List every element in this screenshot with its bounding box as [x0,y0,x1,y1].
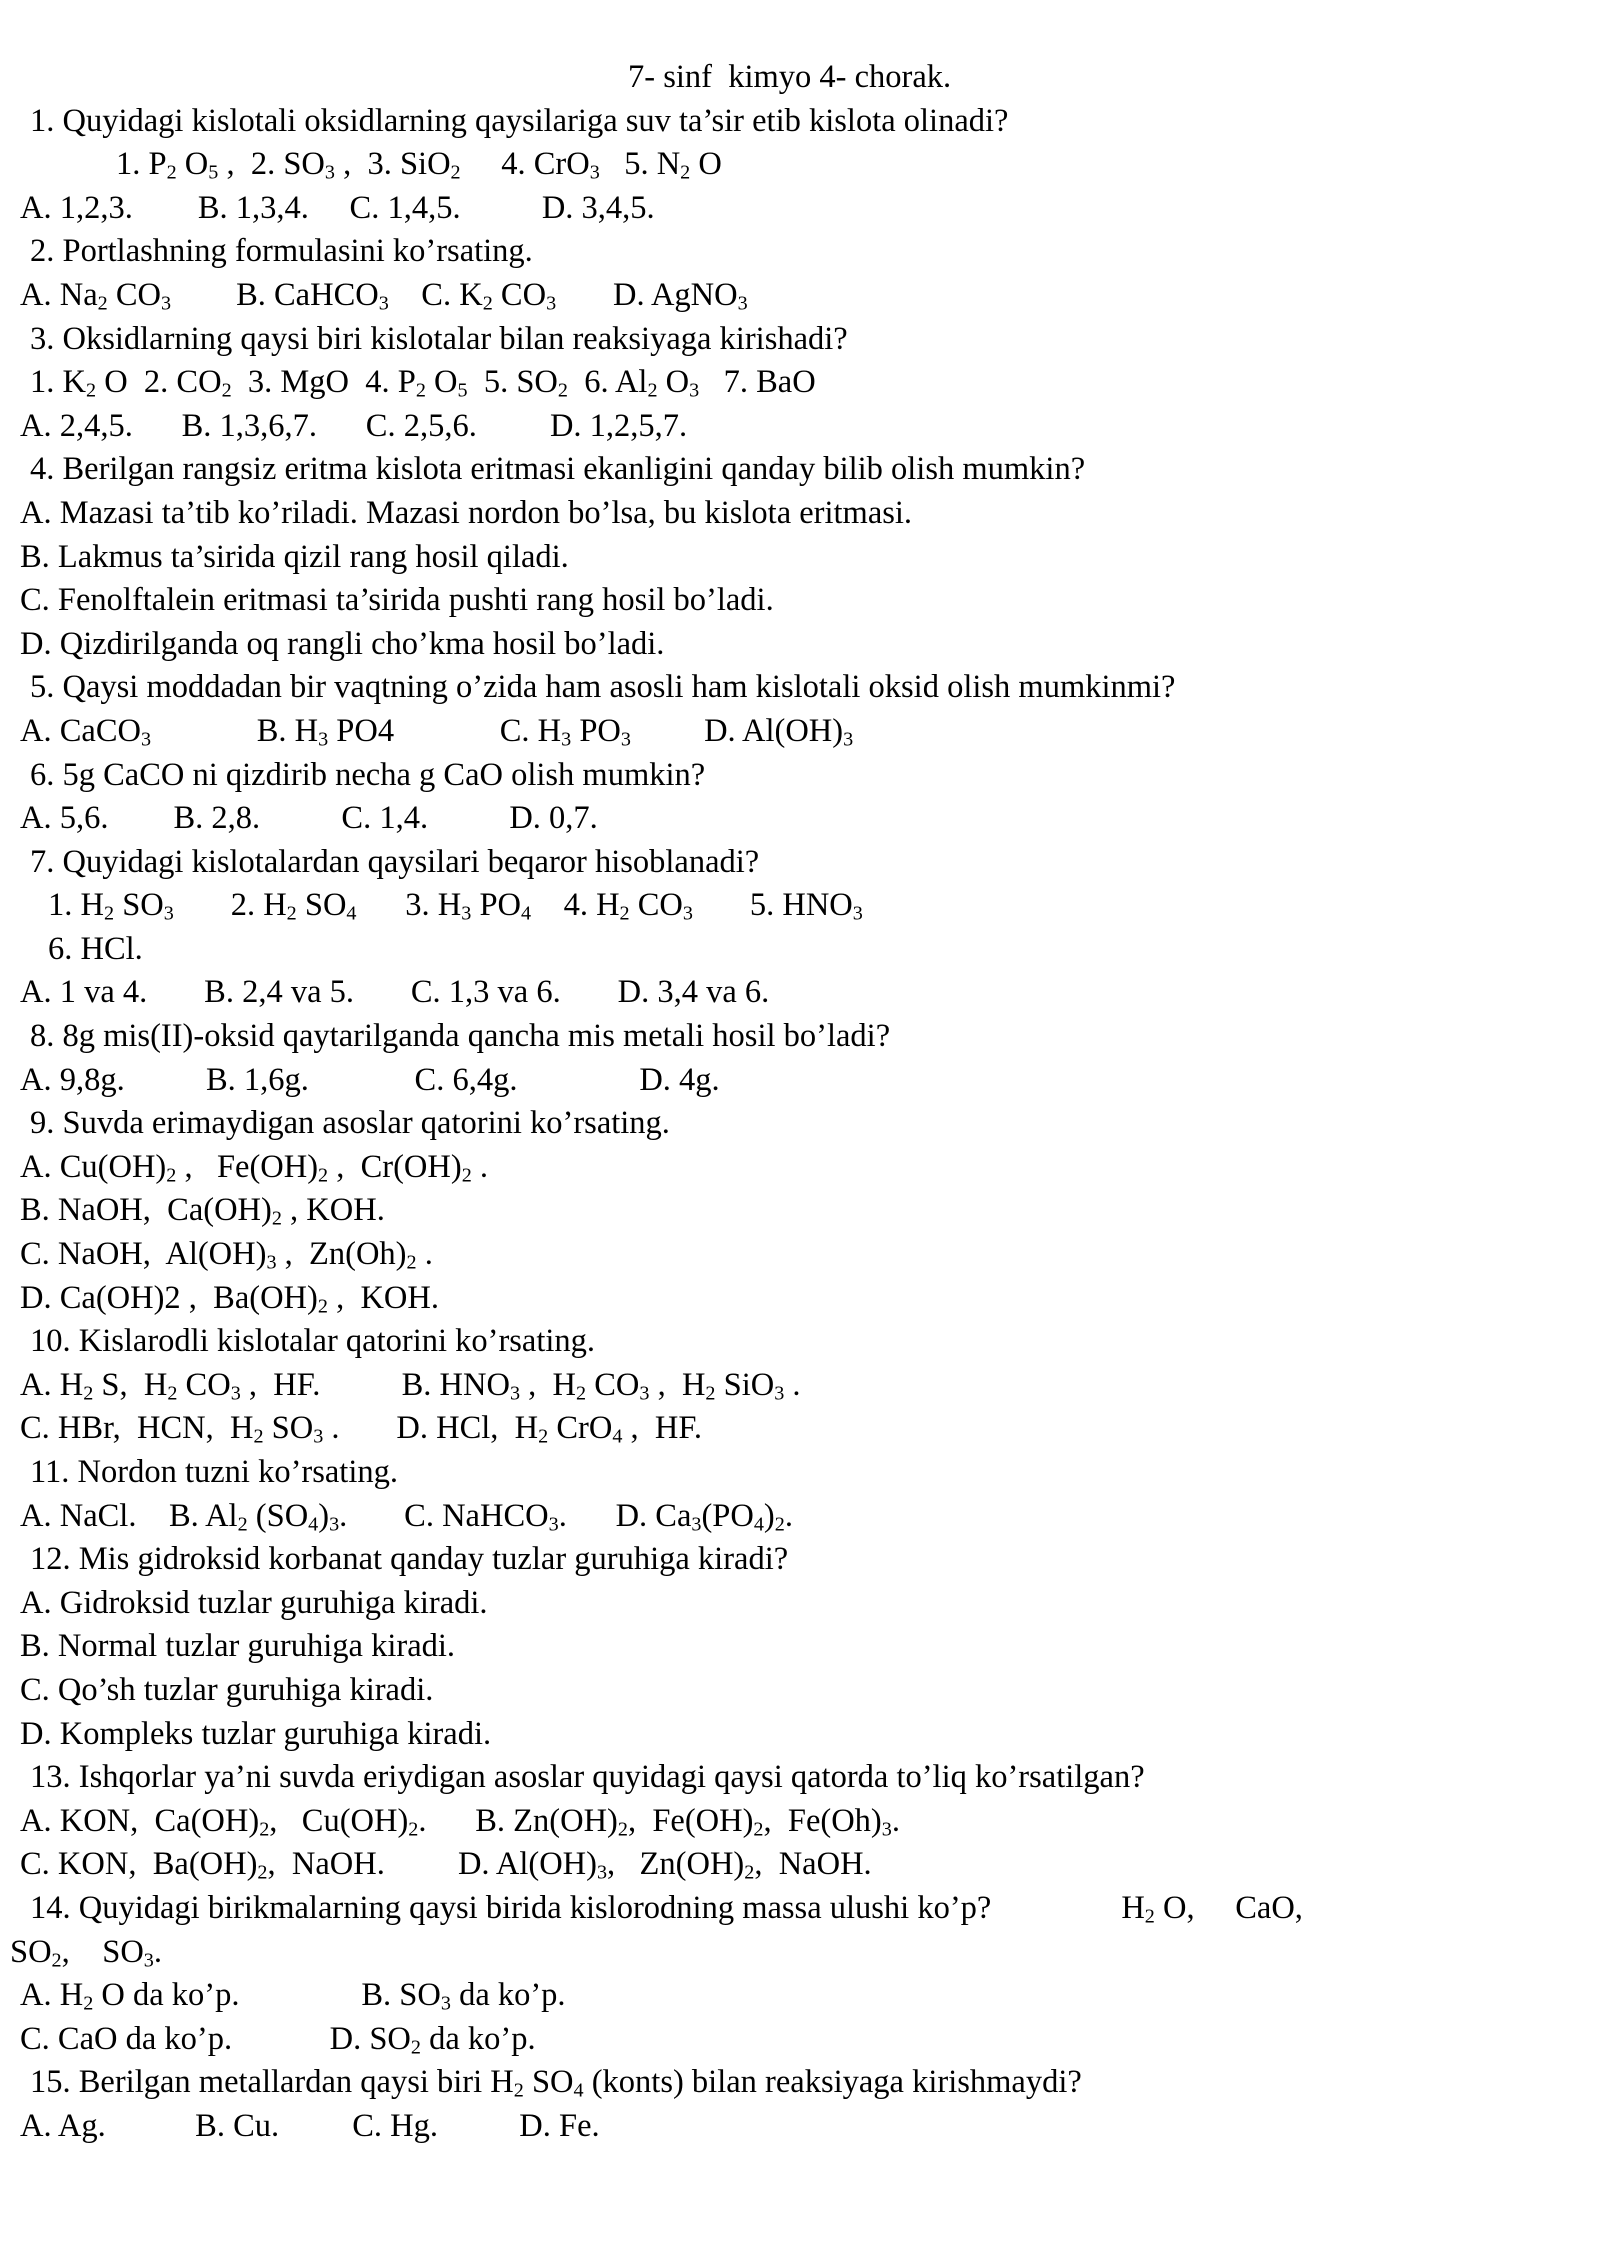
text-segment: C. KON, Ba(OH) [20,1846,258,1883]
text-line [0,187,1600,231]
subscript: 2 [167,1382,178,1405]
text-segment: . [784,1497,793,1534]
subscript: 3 [881,1818,892,1841]
text-segment: O da ko’p. B. SO [93,1977,441,2014]
subscript: 2 [753,1818,764,1841]
text-segment: 5. HNO [692,887,853,924]
text-segment: , Fe(Oh) [763,1802,882,1839]
text-line [0,1277,1600,1321]
text-segment: A. 2,4,5. B. 1,3,6,7. C. 2,5,6. D. 1,2,5,7. [20,407,688,444]
page-title: 7- sinf kimyo 4- chorak. [628,59,952,95]
subscript: 2 [166,161,177,184]
text-line [0,928,1600,972]
text-segment: CrO [548,1410,613,1447]
subscript: 4 [573,2079,584,2102]
subscript: 2 [1144,1905,1155,1928]
text-segment: 8. 8g mis(II)-oksid qaytarilganda qancha mis metali hosil bo’ladi? [30,1018,891,1055]
subscript: 2 [221,379,232,402]
text-segment: 1. H [48,887,104,924]
subscript: 3 [689,379,700,402]
text-segment: A. 1 va 4. B. 2,4 va 5. C. 1,3 va 6. D. 3,4 va 6. [20,974,770,1011]
text-segment: . [153,1933,162,1970]
text-line [0,1538,1600,1582]
subscript: 2 [97,292,108,315]
text-line [0,1713,1600,1757]
text-segment: CO [107,276,161,313]
subscript: 2 [617,1818,628,1841]
subscript: 2 [482,292,493,315]
text-line [0,1887,1600,1931]
subscript: 3 [266,1251,277,1274]
text-line [0,1800,1600,1844]
text-segment: 11. Nordon tuzni ko’rsating. [30,1454,398,1490]
subscript: 2 [450,161,461,184]
text-segment: A. Na [20,276,98,313]
text-line [0,623,1600,667]
subscript: 3 [143,1948,154,1971]
text-segment: O, CaO, [1154,1889,1303,1926]
text-segment: , Zn(OH) [607,1846,745,1883]
text-line [0,1843,1600,1887]
text-segment: A. 9,8g. B. 1,6g. C. 6,4g. D. 4g. [20,1061,720,1098]
text-line [0,230,1600,274]
text-line [0,536,1600,580]
text-segment: 5. N [599,146,681,183]
text-segment: , Fe(OH) [176,1148,319,1185]
text-segment: 10. Kislarodli kislotalar qatorini ko’rsating. [30,1323,596,1360]
text-segment: . C. NaHCO [339,1497,549,1534]
subscript: 3 [318,728,329,751]
text-segment: A. KON, Ca(OH) [20,1802,260,1839]
text-segment: 6. HCl. [48,930,143,967]
subscript: 2 [647,379,658,402]
text-line [0,1146,1600,1190]
subscript: 2 [774,1513,785,1536]
text-segment: SO [114,887,164,924]
text-segment: , HF. [622,1410,702,1447]
text-segment: , HF. B. HNO [240,1366,510,1403]
subscript: 3 [561,728,572,751]
text-segment: 1. K [30,364,86,401]
subscript: 2 [406,1251,417,1274]
document-page [0,56,1600,2149]
text-line [0,1320,1600,1364]
text-segment: . [416,1236,433,1273]
text-segment: CO [177,1366,231,1403]
text-segment: CO [492,276,547,313]
subscript: 5 [457,379,468,402]
text-line [0,1451,1600,1495]
subscript: 3 [324,161,335,184]
text-segment: O [657,364,690,401]
text-segment: . D. HCl, H [323,1410,539,1447]
text-segment: da ko’p. [450,1977,566,2014]
subscript: 4 [346,902,357,925]
text-segment: B. Normal tuzlar guruhiga kiradi. [20,1628,456,1665]
subscript: 5 [208,161,219,184]
subscript: 3 [509,1382,521,1405]
text-segment: C. HBr, HCN, H [20,1410,254,1447]
text-segment: , 3. SiO [334,146,451,183]
subscript: 4 [753,1513,764,1536]
text-segment: SO [296,887,347,924]
text-segment: A. 1,2,3. B. 1,3,4. C. 1,4,5. D. 3,4,5. [20,189,655,226]
text-segment: . [471,1148,489,1185]
text-line [0,2018,1600,2062]
text-segment: PO [571,712,621,749]
text-segment: S, H [93,1366,168,1403]
text-segment: (SO [247,1497,309,1534]
text-segment: D. Al(OH) [630,712,844,749]
text-line [0,1102,1600,1146]
text-segment: A. H [20,1366,84,1403]
text-segment: 2. Portlashning formulasini ko’rsating. [30,233,533,270]
text-segment: , SO [61,1933,144,1970]
subscript: 2 [286,902,297,925]
text-segment: , KOH. [281,1192,385,1229]
text-segment: O 2. CO [96,364,222,401]
text-line [0,1931,1600,1975]
subscript: 3 [639,1382,650,1405]
subscript: 2 [83,1992,94,2015]
subscript: 2 [85,379,97,402]
text-line [0,405,1600,449]
subscript: 2 [166,1164,177,1187]
text-segment: , Cu(OH) [269,1802,409,1839]
text-segment: C. Fenolftalein eritmasi ta’sirida pushti rang hosil bo’ladi. [20,582,774,619]
text-segment: D. AgNO [556,276,738,313]
text-segment: 4. Berilgan rangsiz eritma kislota eritmasi ekanligini qanday bilib olish mumkin? [30,451,1086,488]
subscript: 2 [513,2079,524,2102]
subscript: 3 [620,728,631,751]
text-segment: C. NaOH, Al(OH) [20,1236,267,1273]
text-line [0,492,1600,536]
subscript: 2 [410,2036,421,2059]
text-segment: PO4 C. H [328,712,562,749]
text-segment: , H [649,1366,706,1403]
text-line [0,1974,1600,2018]
subscript: 2 [538,1425,549,1448]
text-segment: . B. Zn(OH) [418,1802,618,1839]
text-segment: 3. H [356,887,462,924]
subscript: 3 [737,292,748,315]
text-segment: , NaOH. D. Al(OH) [267,1846,597,1883]
text-segment: 14. Quyidagi birikmalarning qaysi birida kislorodning massa ulushi ko’p? H [30,1889,1145,1926]
subscript: 2 [461,1164,472,1187]
subscript: 2 [317,1295,328,1318]
subscript: 3 [378,292,389,315]
text-line [0,1756,1600,1800]
subscript: 3 [230,1382,241,1405]
text-segment: 7. BaO [699,364,816,401]
text-segment: A. Cu(OH) [20,1148,167,1185]
text-segment: B. NaOH, Ca(OH) [20,1192,272,1229]
subscript: 3 [440,1992,451,2015]
text-segment: C. K [388,276,483,313]
text-segment: , H [520,1366,576,1403]
subscript: 2 [744,1861,755,1884]
text-segment: . D. Ca [558,1497,692,1534]
text-line [0,1015,1600,1059]
text-line [0,100,1600,144]
text-segment: (konts) bilan reaksiyaga kirishmaydi? [583,2064,1082,2101]
text-line [0,448,1600,492]
text-segment: ) [763,1497,775,1534]
subscript: 3 [313,1425,324,1448]
text-segment: 13. Ishqorlar ya’ni suvda eriydigan asoslar quyidagi qaysi qatorda to’liq ko’rsatilgan? [30,1759,1145,1796]
text-segment: CO [586,1366,640,1403]
question-list [0,100,1600,2149]
text-segment: A. Ag. B. Cu. C. Hg. D. Fe. [20,2107,600,2144]
text-line [0,666,1600,710]
text-segment: , KOH. [327,1279,439,1316]
text-line [0,579,1600,623]
subscript: 2 [271,1207,282,1230]
subscript: 3 [546,292,557,315]
text-line [0,1407,1600,1451]
subscript: 4 [520,902,532,925]
text-line [0,143,1600,187]
subscript: 3 [852,902,863,925]
text-line [0,1625,1600,1669]
text-line [0,274,1600,318]
text-line [0,797,1600,841]
subscript: 2 [237,1513,248,1536]
text-segment: 5. Qaysi moddadan bir vaqtning o’zida ham asosli ham kislotali oksid olish mumkinmi? [30,669,1176,706]
text-segment: da ko’p. [420,2020,536,2057]
subscript: 2 [415,379,426,402]
text-segment: 2. H [173,887,287,924]
text-segment: O [425,364,458,401]
text-segment: D. Ca(OH)2 , Ba(OH) [20,1279,318,1316]
subscript: 2 [83,1382,94,1405]
text-line [0,1669,1600,1713]
text-segment: 3. Oksidlarning qaysi biri kislotalar bilan reaksiyaga kirishadi? [30,320,848,357]
text-segment: 6. 5g CaCO ni qizdirib necha g CaO olish mumkin? [30,756,706,793]
text-line [0,1059,1600,1103]
text-segment: SO [10,1933,52,1970]
subscript: 3 [160,292,172,315]
text-segment: A. Gidroksid tuzlar guruhiga kiradi. [20,1584,488,1621]
text-line [0,318,1600,362]
text-line [0,1495,1600,1539]
text-segment: C. CaO da ko’p. D. SO [20,2020,411,2057]
text-segment: 9. Suvda erimaydigan asoslar qatorini ko’rsating. [30,1105,670,1142]
text-line [0,754,1600,798]
subscript: 3 [589,161,600,184]
subscript: 2 [619,902,630,925]
text-line [0,884,1600,928]
text-segment: , Fe(OH) [627,1802,754,1839]
subscript: 2 [318,1164,329,1187]
subscript: 2 [259,1818,270,1841]
text-line [0,1189,1600,1233]
text-segment: . [891,1802,900,1839]
text-segment: B. H [151,712,319,749]
text-segment: , 2. SO [218,146,325,183]
text-segment: A. CaCO [20,712,141,749]
text-segment: PO [471,887,521,924]
text-segment: SiO [715,1366,775,1403]
subscript: 3 [140,728,152,751]
subscript: 3 [596,1861,608,1884]
text-segment: O [176,146,209,183]
text-segment: B. CaHCO [171,276,379,313]
text-segment: 1. Quyidagi kislotali oksidlarning qaysilariga suv ta’sir etib kislota olinadi? [30,102,1009,139]
text-segment: , Cr(OH) [328,1148,462,1185]
text-segment: D. Qizdirilganda oq rangli cho’kma hosil bo’ladi. [20,625,665,662]
text-line [0,2105,1600,2149]
text-segment: (PO [701,1497,754,1534]
text-line [0,2061,1600,2105]
text-line [0,1582,1600,1626]
text-segment: SO [263,1410,314,1447]
text-segment: SO [523,2064,574,2101]
text-line [0,1364,1600,1408]
text-segment: 7. Quyidagi kislotalardan qaysilari beqaror hisoblanadi? [30,843,760,880]
subscript: 4 [308,1513,319,1536]
subscript: 4 [612,1425,623,1448]
text-segment: , NaOH. [754,1846,872,1883]
subscript: 2 [576,1382,587,1405]
subscript: 2 [557,379,568,402]
text-segment: C. Qo’sh tuzlar guruhiga kiradi. [20,1671,434,1708]
subscript: 2 [103,902,115,925]
text-segment: A. H [20,1977,84,2014]
text-segment: , Zn(Oh) [276,1236,407,1273]
text-segment: D. Kompleks tuzlar guruhiga kiradi. [20,1715,492,1752]
subscript: 3 [682,902,693,925]
text-segment: 6. Al [567,364,648,401]
text-line [0,361,1600,405]
text-segment: 4. H [531,887,620,924]
text-line [0,971,1600,1015]
subscript: 3 [548,1513,559,1536]
text-line [0,710,1600,754]
subscript: 3 [461,902,472,925]
subscript: 3 [843,728,854,751]
subscript: 3 [691,1513,702,1536]
text-segment: A. 5,6. B. 2,8. C. 1,4. D. 0,7. [20,800,598,837]
text-segment: 1. P [116,146,167,183]
subscript: 2 [705,1382,716,1405]
text-segment: A. Mazasi ta’tib ko’riladi. Mazasi nordon bo’lsa, bu kislota eritmasi. [20,494,913,531]
text-segment: 4. CrO [460,146,590,183]
subscript: 3 [163,902,174,925]
text-segment: ) [318,1497,330,1534]
text-segment: . [784,1366,801,1403]
text-segment: 3. MgO 4. P [231,364,416,401]
subscript: 2 [51,1948,62,1971]
subscript: 2 [253,1425,264,1448]
text-segment: A. NaCl. B. Al [20,1497,238,1534]
subscript: 2 [257,1861,268,1884]
text-segment: 5. SO [467,364,558,401]
text-segment: B. Lakmus ta’sirida qizil rang hosil qiladi. [20,538,569,575]
subscript: 3 [329,1513,340,1536]
text-segment: 15. Berilgan metallardan qaysi biri H [30,2064,514,2101]
text-line [0,1233,1600,1277]
subscript: 2 [408,1818,419,1841]
text-segment: O [690,146,722,183]
subscript: 3 [774,1382,785,1405]
text-line [0,841,1600,885]
text-segment: CO [629,887,683,924]
subscript: 2 [680,161,691,184]
text-segment: 12. Mis gidroksid korbanat qanday tuzlar guruhiga kiradi? [30,1541,789,1578]
